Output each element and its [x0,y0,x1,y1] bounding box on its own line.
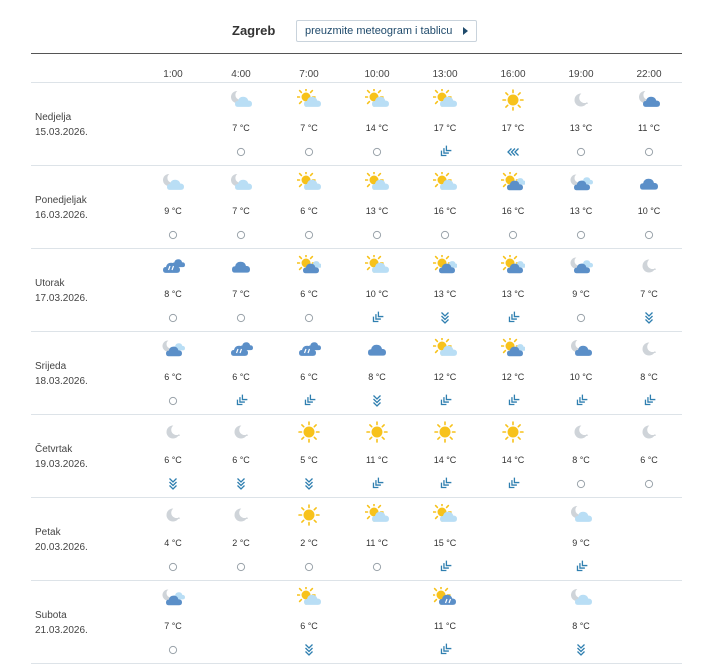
day-date: 21.03.2026. [35,625,88,636]
sun-cloud-icon [297,172,321,194]
temperature: 9 °C [572,538,590,548]
wind-direction-icon [506,477,520,491]
day-name: Četvrtak [35,444,73,455]
temperature: 8 °C [572,621,590,631]
day-row [0,249,705,332]
sun-dark-cloud-icon [501,338,525,360]
temperature: 6 °C [300,289,318,299]
forecast-cell [556,332,606,415]
temperature: 6 °C [232,372,250,382]
wind-calm-icon [642,228,656,242]
temperature: 16 °C [433,206,457,216]
download-meteogram-button[interactable] [296,20,477,42]
forecast-cell [148,415,198,498]
wind-calm-icon [302,560,316,574]
wind-calm-icon [506,228,520,242]
divider [31,53,682,54]
sun-cloud-icon [433,172,457,194]
moon-icon [569,89,593,111]
temperature: 8 °C [164,289,182,299]
day-name: Nedjelja [35,112,72,123]
moon-icon [637,421,661,443]
wind-calm-icon [574,145,588,159]
city-title: Zagreb [232,23,276,38]
temperature: 6 °C [300,206,318,216]
temperature: 7 °C [232,206,250,216]
forecast-cell [216,83,266,166]
forecast-cell [352,249,402,332]
temperature: 14 °C [433,455,457,465]
wind-direction-icon [370,394,384,408]
sun-cloud-icon [365,504,389,526]
rain-cloud-icon [161,255,185,277]
wind-direction-icon [438,145,452,159]
temperature: 6 °C [640,455,658,465]
temperature: 7 °C [232,289,250,299]
forecast-cell [488,83,538,166]
forecast-cell [284,166,334,249]
clouds-night-icon [161,338,185,360]
wind-direction-icon [234,477,248,491]
header [0,18,705,46]
wind-calm-icon [574,477,588,491]
wind-direction-icon [166,477,180,491]
forecast-cell [352,415,402,498]
sun-cloud-icon [433,89,457,111]
day-row [0,498,705,581]
temperature: 6 °C [300,621,318,631]
wind-calm-icon [302,311,316,325]
wind-calm-icon [574,311,588,325]
sun-icon [297,504,321,526]
moon-icon [229,504,253,526]
moon-icon [229,421,253,443]
forecast-cell [488,249,538,332]
forecast-cell [216,415,266,498]
wind-calm-icon [166,643,180,657]
temperature: 11 °C [366,538,388,548]
forecast-cell [420,332,470,415]
day-name: Srijeda [35,361,67,372]
wind-direction-icon [438,643,452,657]
forecast-cell [352,83,402,166]
cloudy-night-icon [637,89,661,111]
wind-calm-icon [166,394,180,408]
wind-calm-icon [642,145,656,159]
wind-calm-icon [234,311,248,325]
day-row [0,166,705,249]
day-date: 20.03.2026. [35,542,88,553]
wind-direction-icon [574,643,588,657]
temperature: 7 °C [232,123,250,133]
wind-direction-icon [506,394,520,408]
forecast-cell [148,332,198,415]
wind-calm-icon [370,560,384,574]
wind-calm-icon [438,228,452,242]
temperature: 5 °C [300,455,318,465]
sun-icon [501,89,525,111]
temperature: 13 °C [433,289,457,299]
temperature: 11 °C [638,123,660,133]
partly-cloudy-night-icon [569,587,593,609]
forecast-cell [556,249,606,332]
forecast-cell [624,249,674,332]
temperature: 8 °C [572,455,590,465]
forecast-cell [284,498,334,581]
hour-label: 19:00 [568,69,594,80]
wind-calm-icon [166,311,180,325]
temperature: 6 °C [232,455,250,465]
forecast-cell [624,332,674,415]
forecast-cell [284,415,334,498]
forecast-cell [488,166,538,249]
day-name: Subota [35,610,67,621]
rain-cloud-icon [297,338,321,360]
wind-calm-icon [234,560,248,574]
wind-direction-icon [438,560,452,574]
forecast-cell [148,581,198,664]
day-date: 16.03.2026. [35,210,88,221]
forecast-cell [216,166,266,249]
clouds-night-icon [161,587,185,609]
sun-dark-cloud-icon [433,255,457,277]
moon-icon [637,338,661,360]
hour-label: 1:00 [163,69,183,80]
temperature: 8 °C [640,372,658,382]
partly-cloudy-night-icon [229,172,253,194]
temperature: 13 °C [501,289,525,299]
clouds-night-icon [569,172,593,194]
sun-cloud-icon [433,504,457,526]
temperature: 12 °C [501,372,525,382]
temperature: 4 °C [164,538,182,548]
wind-calm-icon [574,228,588,242]
sun-cloud-icon [365,255,389,277]
moon-icon [569,421,593,443]
wind-direction-icon [302,643,316,657]
hour-label: 16:00 [500,69,526,80]
forecast-cell [284,249,334,332]
wind-direction-icon [302,477,316,491]
forecast-cell [556,581,606,664]
day-date: 19.03.2026. [35,459,88,470]
cloudy-night-icon [569,338,593,360]
forecast-cell [556,498,606,581]
temperature: 14 °C [365,123,389,133]
sun-rain-icon [433,587,457,609]
forecast-cell [216,249,266,332]
moon-icon [161,421,185,443]
wind-direction-icon [574,560,588,574]
wind-calm-icon [166,228,180,242]
forecast-cell [216,332,266,415]
temperature: 9 °C [164,206,182,216]
sun-dark-cloud-icon [297,255,321,277]
temperature: 14 °C [501,455,525,465]
sun-cloud-icon [365,89,389,111]
forecast-cell [624,83,674,166]
hour-label: 22:00 [636,69,662,80]
temperature: 17 °C [433,123,457,133]
cloud-icon [637,172,661,194]
forecast-cell [284,83,334,166]
sun-cloud-icon [433,338,457,360]
day-name: Petak [35,527,61,538]
day-row [0,415,705,498]
wind-calm-icon [234,145,248,159]
forecast-cell [352,166,402,249]
temperature: 11 °C [434,621,456,631]
wind-direction-icon [438,477,452,491]
temperature: 13 °C [365,206,389,216]
temperature: 7 °C [164,621,182,631]
temperature: 9 °C [572,289,590,299]
wind-calm-icon [302,228,316,242]
forecast-cell [488,415,538,498]
forecast-cell [284,332,334,415]
temperature: 13 °C [569,123,593,133]
day-date: 18.03.2026. [35,376,88,387]
wind-direction-icon [438,394,452,408]
temperature: 10 °C [637,206,661,216]
hour-header-row [0,69,705,83]
sun-dark-cloud-icon [501,172,525,194]
temperature: 13 °C [569,206,593,216]
day-row [0,581,705,664]
forecast-cell [352,332,402,415]
hour-label: 13:00 [432,69,458,80]
hour-label: 10:00 [364,69,390,80]
wind-direction-icon [506,311,520,325]
moon-icon [161,504,185,526]
temperature: 7 °C [640,289,658,299]
forecast-cell [148,166,198,249]
download-meteogram-label: preuzmite meteogram i tablicu [305,25,453,37]
forecast-cell [420,498,470,581]
temperature: 17 °C [501,123,525,133]
sun-dark-cloud-icon [501,255,525,277]
wind-direction-icon [234,394,248,408]
sun-icon [365,421,389,443]
clouds-night-icon [569,255,593,277]
forecast-cell [420,166,470,249]
partly-cloudy-night-icon [229,89,253,111]
forecast-cell [420,581,470,664]
cloud-icon [229,255,253,277]
temperature: 7 °C [300,123,318,133]
sun-icon [433,421,457,443]
sun-cloud-icon [297,89,321,111]
chevron-right-icon [463,27,468,35]
temperature: 12 °C [433,372,457,382]
sun-cloud-icon [365,172,389,194]
day-date: 17.03.2026. [35,293,88,304]
wind-direction-icon [642,394,656,408]
temperature: 16 °C [501,206,525,216]
wind-direction-icon [506,145,520,159]
day-date: 15.03.2026. [35,127,88,138]
temperature: 6 °C [300,372,318,382]
wind-direction-icon [302,394,316,408]
forecast-cell [488,332,538,415]
wind-calm-icon [370,228,384,242]
forecast-cell [284,581,334,664]
wind-calm-icon [642,477,656,491]
forecast-cell [352,498,402,581]
temperature: 2 °C [232,538,250,548]
temperature: 10 °C [365,289,389,299]
forecast-cell [624,415,674,498]
temperature: 11 °C [366,455,388,465]
partly-cloudy-night-icon [569,504,593,526]
temperature: 6 °C [164,372,182,382]
day-name: Ponedjeljak [35,195,87,206]
hour-label: 7:00 [299,69,319,80]
wind-calm-icon [370,145,384,159]
forecast-cell [556,166,606,249]
temperature: 2 °C [300,538,318,548]
forecast-cell [420,249,470,332]
sun-cloud-icon [297,587,321,609]
moon-icon [637,255,661,277]
wind-calm-icon [166,560,180,574]
cloud-icon [365,338,389,360]
rain-cloud-icon [229,338,253,360]
forecast-cell [148,498,198,581]
day-row [0,332,705,415]
forecast-cell [420,83,470,166]
wind-direction-icon [642,311,656,325]
wind-direction-icon [438,311,452,325]
forecast-cell [624,166,674,249]
wind-calm-icon [234,228,248,242]
temperature: 6 °C [164,455,182,465]
day-row [0,83,705,166]
forecast-cell [216,498,266,581]
sun-icon [501,421,525,443]
forecast-cell [556,415,606,498]
partly-cloudy-night-icon [161,172,185,194]
forecast-cell [420,415,470,498]
forecast-cell [556,83,606,166]
wind-direction-icon [370,311,384,325]
temperature: 10 °C [569,372,593,382]
sun-icon [297,421,321,443]
hour-label: 4:00 [231,69,251,80]
wind-direction-icon [370,477,384,491]
temperature: 8 °C [368,372,386,382]
forecast-cell [148,249,198,332]
wind-calm-icon [302,145,316,159]
wind-direction-icon [574,394,588,408]
day-name: Utorak [35,278,65,289]
temperature: 15 °C [433,538,457,548]
